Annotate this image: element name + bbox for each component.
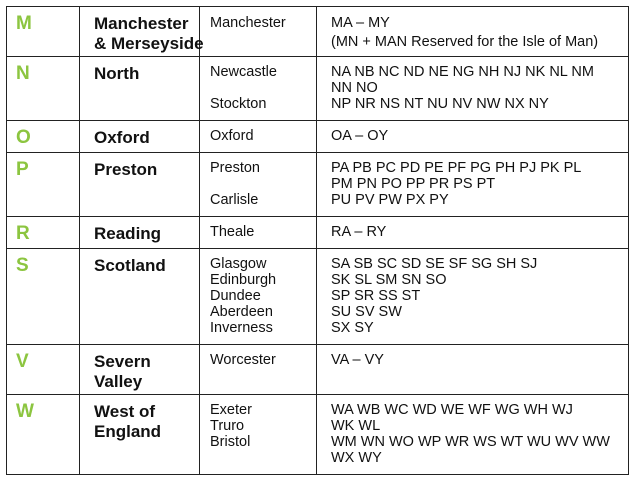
region-name: Severn — [94, 352, 151, 371]
dvla-office: Glasgow — [210, 256, 267, 272]
letter-cell — [7, 153, 80, 217]
dvla-office: Aberdeen — [210, 304, 273, 320]
letter-cell — [7, 395, 80, 475]
registration-codes: SX SY — [331, 320, 374, 336]
region-name: & Merseyside — [94, 34, 204, 53]
registration-codes: PA PB PC PD PE PF PG PH PJ PK PL — [331, 160, 582, 176]
registration-codes: RA – RY — [331, 224, 387, 240]
dvla-office: Bristol — [210, 434, 251, 450]
region-cell — [80, 7, 204, 57]
registration-codes: OA – OY — [331, 128, 389, 144]
registration-codes: SK SL SM SN SO — [331, 272, 447, 288]
region-name: North — [94, 64, 140, 83]
region-cell — [80, 153, 200, 217]
codes-cell — [317, 153, 629, 217]
registration-codes: SP SR SS ST — [331, 288, 421, 304]
dvla-office: Dundee — [210, 288, 261, 304]
memory-tag-letter: R — [16, 223, 30, 244]
registration-codes: PM PN PO PP PR PS PT — [331, 176, 496, 192]
region-cell — [80, 345, 200, 395]
dvla-office: Carlisle — [210, 192, 259, 208]
office-cell — [200, 153, 317, 217]
memory-tag-letter: N — [16, 63, 30, 84]
memory-tag-letter: V — [16, 351, 29, 372]
table-row — [7, 395, 629, 475]
region-cell — [80, 121, 200, 153]
dvla-office: Stockton — [210, 96, 267, 112]
memory-tag-letter: P — [16, 159, 29, 180]
registration-codes: MA – MY — [331, 15, 390, 31]
memory-tag-letter: S — [16, 255, 29, 276]
region-name: Reading — [94, 224, 162, 243]
registration-table — [6, 6, 629, 475]
memory-tag-letter: M — [16, 13, 32, 34]
registration-codes: SU SV SW — [331, 304, 402, 320]
memory-tag-letter: O — [16, 127, 31, 148]
registration-codes: NA NB NC ND NE NG NH NJ NK NL NM — [331, 64, 594, 80]
registration-codes: NN NO — [331, 80, 378, 96]
table-row — [7, 345, 629, 395]
table-row — [7, 7, 629, 57]
registration-codes: PU PV PW PX PY — [331, 192, 449, 208]
codes-cell — [317, 249, 629, 345]
office-cell — [200, 217, 317, 249]
table-row — [7, 57, 629, 121]
region-cell — [80, 57, 200, 121]
table-row — [7, 153, 629, 217]
dvla-office: Preston — [210, 160, 260, 176]
table-row — [7, 249, 629, 345]
office-cell — [200, 249, 317, 345]
registration-codes: WA WB WC WD WE WF WG WH WJ — [331, 402, 573, 418]
region-cell — [80, 395, 200, 475]
letter-cell — [7, 57, 80, 121]
table-row — [7, 121, 629, 153]
region-name: Manchester — [94, 14, 189, 33]
codes-cell — [317, 395, 629, 475]
region-name: West of — [94, 402, 156, 421]
dvla-office: Newcastle — [210, 64, 277, 80]
region-cell — [80, 217, 200, 249]
dvla-office: Inverness — [210, 320, 273, 336]
office-cell — [200, 345, 317, 395]
dvla-office: Exeter — [210, 402, 252, 418]
codes-cell — [317, 345, 629, 395]
dvla-office: Worcester — [210, 352, 276, 368]
registration-codes: WM WN WO WP WR WS WT WU WV WW — [331, 434, 610, 450]
letter-cell — [7, 121, 80, 153]
office-cell — [200, 121, 317, 153]
registration-codes: SA SB SC SD SE SF SG SH SJ — [331, 256, 538, 272]
dvla-office: Oxford — [210, 128, 254, 144]
letter-cell — [7, 345, 80, 395]
registration-codes: NP NR NS NT NU NV NW NX NY — [331, 96, 549, 112]
dvla-office: Truro — [210, 418, 245, 434]
table-row — [7, 217, 629, 249]
region-cell — [80, 249, 200, 345]
region-name: Scotland — [94, 256, 166, 275]
letter-cell — [7, 7, 80, 57]
region-name: Preston — [94, 160, 158, 179]
dvla-office: Theale — [210, 224, 255, 240]
region-name: England — [94, 422, 162, 441]
office-cell — [200, 57, 317, 121]
dvla-office: Edinburgh — [210, 272, 277, 288]
registration-codes: (MN + MAN Reserved for the Isle of Man) — [331, 34, 599, 50]
office-cell — [200, 395, 317, 475]
codes-cell — [317, 57, 629, 121]
dvla-office — [210, 176, 316, 192]
letter-cell — [7, 249, 80, 345]
dvla-office — [210, 80, 316, 96]
codes-cell — [317, 217, 629, 249]
memory-tag-letter: W — [16, 401, 34, 422]
codes-cell — [317, 7, 629, 57]
office-cell — [200, 7, 317, 57]
registration-codes: WK WL — [331, 418, 381, 434]
region-name: Oxford — [94, 128, 150, 147]
letter-cell — [7, 217, 80, 249]
registration-codes: WX WY — [331, 450, 382, 466]
region-name: Valley — [94, 372, 143, 391]
registration-codes: VA – VY — [331, 352, 384, 368]
dvla-office: Manchester — [210, 15, 286, 31]
codes-cell — [317, 121, 629, 153]
